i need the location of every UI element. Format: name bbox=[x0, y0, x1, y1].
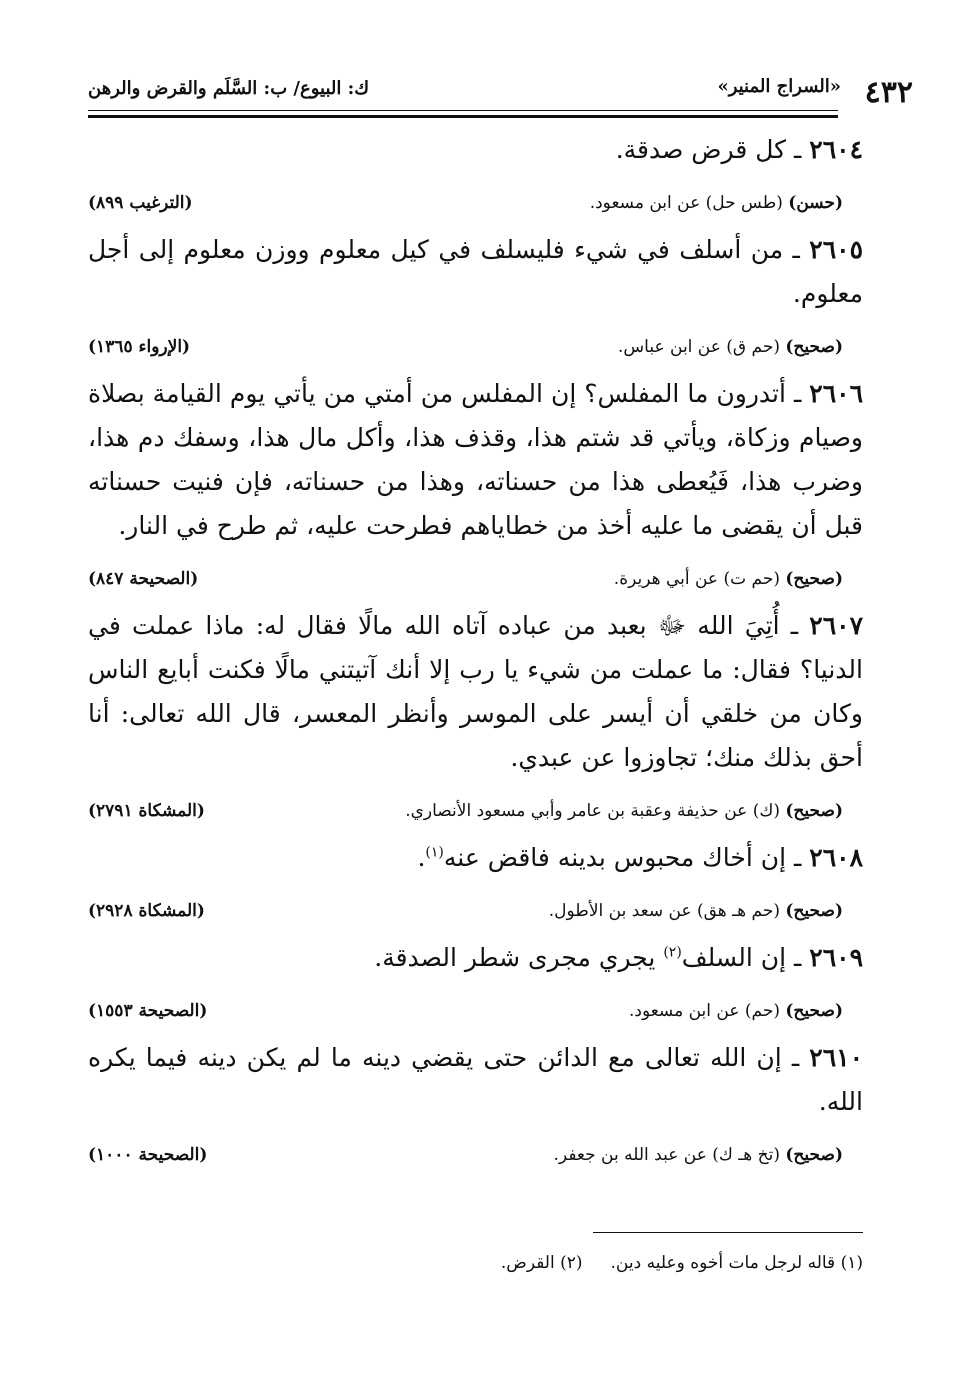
grade: (حسن) bbox=[788, 193, 843, 213]
hadith-entry bbox=[88, 128, 863, 216]
hadith-number: ٢٦٠٦ bbox=[809, 379, 863, 408]
grade: (صحيح) bbox=[785, 337, 843, 357]
hadith-text bbox=[88, 936, 863, 980]
dash: ـ bbox=[786, 843, 810, 872]
source-line bbox=[88, 190, 863, 216]
dash: ـ bbox=[786, 943, 810, 972]
source-line bbox=[88, 798, 863, 824]
footnote-marker: (١) bbox=[425, 844, 444, 861]
hadith-number: ٢٦٠٧ bbox=[809, 611, 864, 640]
hadith-body-end: . bbox=[417, 843, 426, 872]
source-line bbox=[88, 998, 863, 1024]
hadith-entry bbox=[88, 228, 863, 360]
hadith-body: كل قرض صدقة. bbox=[615, 135, 787, 164]
page-header bbox=[88, 68, 913, 108]
source-line bbox=[88, 898, 863, 924]
hadith-text bbox=[88, 128, 863, 172]
dash: ـ bbox=[785, 379, 810, 408]
hadith-body: أتدرون ما المفلس؟ إن المفلس من أمتي من يأتي يوم القيامة بصلاة وصيام وزكاة، ويأتي قد شتم هذا، وقذف هذا، وأكل مال هذا، وسفك دم هذا، وضرب هذا، فَيُعطى هذا من حسناته، وهذا من حسناته، فإن فنيت حسناته قبل أن يقضى ما عليه أخذ من خطاياهم فطرحت عليه، ثم طرح في النار. bbox=[88, 379, 863, 540]
dash: ـ bbox=[781, 1043, 810, 1072]
dash: ـ bbox=[786, 135, 810, 164]
hadith-text bbox=[88, 1036, 863, 1124]
reference: (المشكاة ٢٩٢٨) bbox=[88, 901, 205, 921]
source: (حم هـ هق) عن سعد بن الأطول. bbox=[548, 901, 780, 921]
dash: ـ bbox=[783, 235, 810, 264]
grade: (صحيح) bbox=[785, 569, 843, 589]
source: (حم ت) عن أبي هريرة. bbox=[613, 569, 780, 589]
hadith-number: ٢٦١٠ bbox=[809, 1043, 864, 1072]
reference: (الصحيحة ١٥٥٣) bbox=[88, 1001, 208, 1021]
grade: (صحيح) bbox=[785, 801, 843, 821]
footnotes bbox=[473, 1250, 863, 1276]
reference: (الإرواء ١٣٦٥) bbox=[88, 337, 191, 357]
running-title: «السراج المنير» bbox=[717, 76, 841, 97]
reference: (الصحيحة ١٠٠٠) bbox=[88, 1145, 208, 1165]
hadith-text bbox=[88, 228, 863, 316]
hadith-number: ٢٦٠٥ bbox=[809, 235, 863, 264]
hadith-entry bbox=[88, 372, 863, 592]
hadith-body: أُتِيَ الله ﷻ بعبد من عباده آتاه الله مالًا فقال له: ماذا عملت في الدنيا؟ فقال: ما عملت من شيء يا رب إلا أنك آتيتني مالًا فكنت أبايع الناس وكان من خلقي أن أيسر على الموسر وأنظر المعسر، قال الله تعالى: أنا أحق بذلك منك؛ تجاوزوا عن عبدي. bbox=[88, 611, 863, 772]
source: (حم ق) عن ابن عباس. bbox=[618, 337, 780, 357]
hadith-number: ٢٦٠٤ bbox=[809, 135, 863, 164]
source-line bbox=[88, 566, 863, 592]
source: (حم) عن ابن مسعود. bbox=[628, 1001, 780, 1021]
grade: (صحيح) bbox=[785, 1145, 843, 1165]
source: (طس حل) عن ابن مسعود. bbox=[589, 193, 783, 213]
hadith-entry bbox=[88, 836, 863, 924]
source: (ك) عن حذيفة وعقبة بن عامر وأبي مسعود الأنصاري. bbox=[405, 801, 780, 821]
dash: ـ bbox=[779, 611, 810, 640]
reference: (الترغيب ٨٩٩) bbox=[88, 193, 193, 213]
hadith-body-end: يجري مجرى شطر الصدقة. bbox=[374, 943, 664, 972]
hadith-entry bbox=[88, 936, 863, 1024]
footnote-rule bbox=[593, 1232, 863, 1233]
grade: (صحيح) bbox=[785, 1001, 843, 1021]
grade: (صحيح) bbox=[785, 901, 843, 921]
footnote-1: (١) قاله لرجل مات أخوه وعليه دين. bbox=[610, 1253, 863, 1273]
source: (تخ هـ ك) عن عبد الله بن جعفر. bbox=[553, 1145, 780, 1165]
header-rule-thick bbox=[88, 115, 838, 118]
footnote-2: (٢) القرض. bbox=[500, 1253, 583, 1273]
hadith-list bbox=[88, 128, 863, 1180]
section-title: ك: البيوع/ ب: السَّلَم والقرض والرهن bbox=[88, 78, 370, 99]
hadith-number: ٢٦٠٩ bbox=[809, 943, 863, 972]
hadith-body: إن الله تعالى مع الدائن حتى يقضي دينه ما لم يكن دينه فيما يكره الله. bbox=[88, 1043, 863, 1116]
header-rule-thin bbox=[88, 110, 838, 111]
footnote-marker: (٢) bbox=[663, 944, 682, 961]
hadith-text bbox=[88, 604, 863, 780]
hadith-body: من أسلف في شيء فليسلف في كيل معلوم ووزن معلوم إلى أجل معلوم. bbox=[88, 235, 863, 308]
source-line bbox=[88, 1142, 863, 1168]
hadith-entry bbox=[88, 1036, 863, 1168]
page-number: ٤٣٢ bbox=[864, 75, 913, 110]
hadith-body: إن أخاك محبوس بدينه فاقض عنه bbox=[443, 843, 787, 872]
hadith-number: ٢٦٠٨ bbox=[809, 843, 863, 872]
hadith-body: إن السلف bbox=[681, 943, 787, 972]
hadith-entry bbox=[88, 604, 863, 824]
hadith-text bbox=[88, 372, 863, 548]
hadith-text bbox=[88, 836, 863, 880]
reference: (المشكاة ٢٧٩١) bbox=[88, 801, 205, 821]
reference: (الصحيحة ٨٤٧) bbox=[88, 569, 199, 589]
source-line bbox=[88, 334, 863, 360]
